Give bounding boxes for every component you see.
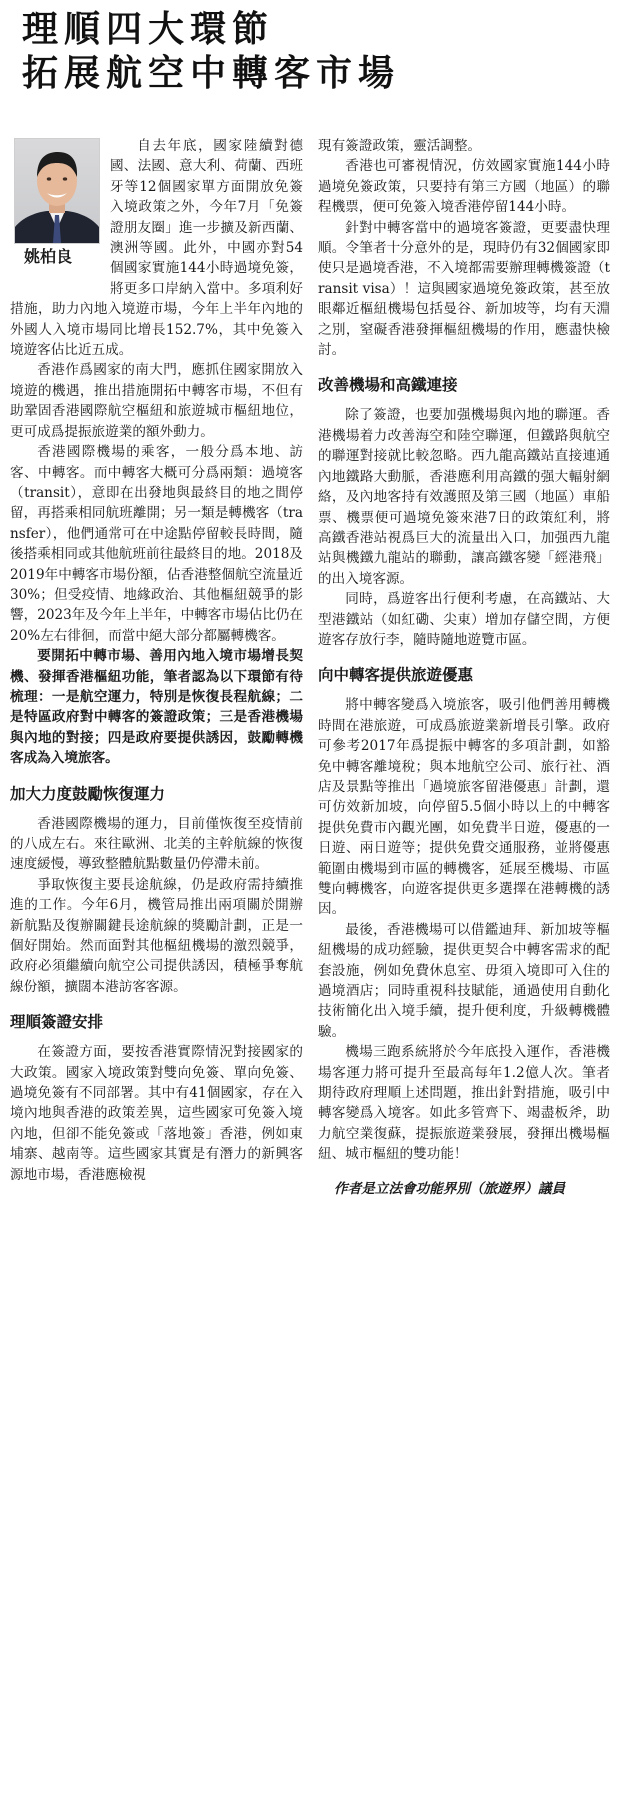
body-paragraph: 同時，爲遊客出行便利考慮，在高鐵站、大型港鐵站（如紅磡、尖東）增加存儲空間，方便遊客存放行李，隨時隨地遊覽市區。 [318,591,610,648]
body-paragraph: 機場三跑系統將於今年底投入運作，香港機場客運力將可提升至最高每年1.2億人次。筆者期待政府理順上述問題，推出針對措施，吸引中轉客變爲入境客。如此多管齊下、竭盡板斧，助力航空業復蘇，提振旅遊業發展，發揮出機場樞紐、城市樞紐的雙功能！ [318,1044,610,1163]
headline-line-1: 理順四大環節 [22,9,275,50]
body-paragraph: 香港國際機場的運力，目前僅恢復至疫情前的八成左右。來往歐洲、北美的主幹航線的恢復速度緩慢，導致整體航點數量仍停滯未前。 [10,815,303,873]
headline-line-2: 拓展航空中轉客市場 [22,53,401,94]
body-paragraph: 最後，香港機場可以借鑑迪拜、新加坡等樞紐機場的成功經驗，提供更契合中轉客需求的配套設施，例如免費休息室、毋須入境即可入住的過境酒店；同時重視科技賦能，通過使用自動化技術簡化出入境手續，提升便利度，升級轉機體驗。 [318,921,610,1040]
lead-paragraph: 自去年底，國家陸續對德國、法國、意大利、荷蘭、西班牙等12個國家單方面開放免簽入境政策之外，今年7月「免簽證朋友圈」進一步擴及新西蘭、澳洲等國。此外，中國亦對54個國家實施144小時過境免簽，將更多口岸納入當中。多項利好措施，助力內地入境遊市場，今年上半年內地的外國人入境市場同比增長152.7%，其中免簽入境遊客佔比近五成。 [10,138,303,359]
body-paragraph: 香港作爲國家的南大門，應抓住國家開放入境遊的機遇，推出措施開拓中轉客市場，不但有助鞏固香港國際航空樞紐和旅遊城市樞紐地位，更可成爲提振旅遊業的額外動力。 [10,362,303,440]
section-heading: 理順簽證安排 [10,1013,104,1032]
right-column [318,136,610,1199]
body-paragraph: 香港國際機場的乘客，一般分爲本地、訪客、中轉客。而中轉客大概可分爲兩類：過境客（transit），意即在出發地與最終目的地之間停留，再搭乘相同航班離開；另一類是轉機客（transfer），他們通常可在中途點停留較長時間，隨後搭乘相同或其他航班前往最終目的地。2018及2019年中轉客市場份額，佔香港整個航空流量近30%；但受疫情、地緣政治、其他樞紐競爭的影響，2023年及今年上半年，中轉客市場佔比仍在20%左右徘徊，而當中絕大部分都屬轉機客。 [10,444,303,644]
body-paragraph: 將中轉客變爲入境旅客，吸引他們善用轉機時間在港旅遊，可成爲旅遊業新增長引擎。政府可參考2017年爲提振中轉客的多項計劃，如豁免中轉客離境稅；與本地航空公司、旅行社、酒店及景點等推出「過境旅客留港優惠」計劃，還可仿效新加坡，向停留5.5個小時以上的中轉客提供免費市內觀光團，如免費半日遊，優惠的一日遊、兩日遊等；提供免費交通服務，並將優惠範圍由機場到市區的轉機客，延展至機場、市區雙向轉機客，向遊客提供更多選擇在港轉機的誘因。 [318,697,610,918]
left-column [10,136,303,1185]
section-heading: 改善機場和高鐵連接 [318,376,458,395]
body-paragraph: 除了簽證，也要加强機場與內地的聯運。香港機場着力改善海空和陸空聯運，但鐵路與航空的聯運對接就比較忽略。西九龍高鐵站直接連通內地鐵路大動脈，香港應利用高鐵的强大輻射網絡，及內地客持有效護照及第三國（地區）車船票、機票便可過境免簽來港7日的政策紅利，將高鐵香港站視爲巨大的流量出入口，加强西九龍站與機鐵九龍站的聯動，讓高鐵客變「經港飛」的出入境客源。 [318,407,610,587]
body-paragraph: 針對中轉客當中的過境客簽證，更要盡快理順。令筆者十分意外的是，現時仍有32個國家即使只是過境香港，不入境都需要辦理轉機簽證（transit visa）！這與國家過境免簽政策，甚至放眼鄰近樞紐機場包括曼谷、新加坡等，均有天淵之別，窒礙香港發揮樞紐機場的作用，應盡快檢討。 [318,219,610,359]
author-block [10,136,102,284]
section-heading: 加大力度鼓勵恢復運力 [10,784,166,803]
author-name: 姚柏良 [24,247,73,266]
continued-text: 現有簽證政策，靈活調整。 [318,138,482,154]
body-paragraph: 香港也可審視情況，仿效國家實施144小時過境免簽政策，只要持有第三方國（地區）的聯程機票，便可免簽入境香港停留144小時。 [318,158,610,216]
headline [22,8,582,96]
body-paragraph: 爭取恢復主要長途航線，仍是政府需持續推進的工作。今年6月，機管局推出兩項關於開辦新航點及復辦關鍵長途航線的獎勵計劃，正是一個好開始。然而面對其他樞紐機場的激烈競爭，政府必須繼續向航空公司提供誘因，積極爭奪航線份額，擴闊本港訪客客源。 [10,876,303,995]
author-portrait-photo-icon [15,139,99,243]
key-points-paragraph: 要開拓中轉市場、善用內地入境市場增長契機、發揮香港樞紐功能，筆者認為以下環節有待梳理：一是航空運力，特別是恢復長程航線；二是特區政府對中轉客的簽證政策；三是香港機場與內地的對接；四是政府要提供誘因，鼓勵轉機客成為入境旅客。 [10,648,303,767]
author-portrait [14,138,100,244]
section-heading: 向中轉客提供旅遊優惠 [318,666,474,685]
body-paragraph: 在簽證方面，要按香港實際情況對接國家的大政策。國家入境政策對雙向免簽、單向免簽、過境免簽有不同部署。其中有41個國家，存在入境內地與香港的政策差異，這些國家可免簽入境內地，但卻不能免簽或「落地簽」香港，例如東埔寨、越南等。這些國家其實是有潛力的新興客源地市場，香港應檢視 [10,1044,303,1183]
author-credit: 作者是立法會功能界別（旅遊界）議員 [334,1180,566,1197]
